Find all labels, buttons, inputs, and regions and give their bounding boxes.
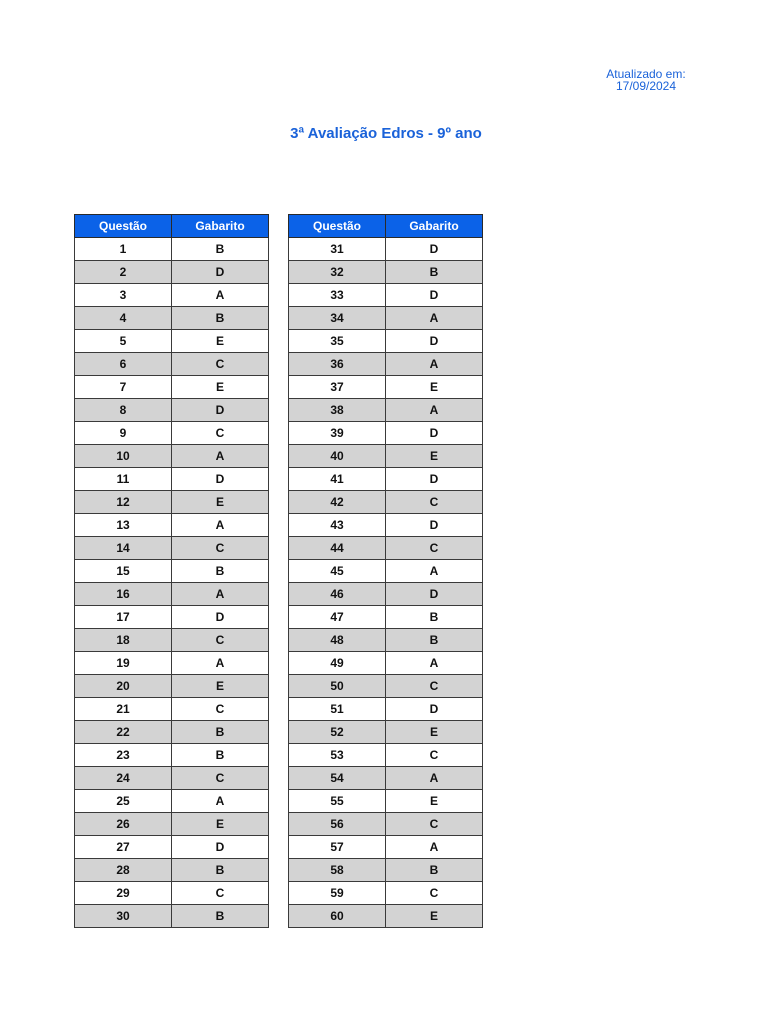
table-row	[75, 882, 269, 905]
question-number-cell: 31	[289, 238, 386, 261]
question-number-cell: 53	[289, 744, 386, 767]
answer-key-body-1	[75, 238, 269, 928]
answer-cell: D	[172, 399, 269, 422]
question-number-cell: 33	[289, 284, 386, 307]
table-row	[75, 422, 269, 445]
table-row	[289, 491, 483, 514]
table-header-row	[289, 215, 483, 238]
question-number-cell: 52	[289, 721, 386, 744]
table-row	[75, 353, 269, 376]
answer-cell: E	[386, 905, 483, 928]
table-row	[75, 905, 269, 928]
question-number-cell: 10	[75, 445, 172, 468]
table-row	[289, 238, 483, 261]
question-number-cell: 54	[289, 767, 386, 790]
question-number-cell: 41	[289, 468, 386, 491]
question-number-cell: 47	[289, 606, 386, 629]
question-number-cell: 24	[75, 767, 172, 790]
question-number-cell: 42	[289, 491, 386, 514]
table-row	[75, 836, 269, 859]
answer-cell: D	[172, 836, 269, 859]
question-number-cell: 60	[289, 905, 386, 928]
table-row	[289, 514, 483, 537]
question-number-cell: 29	[75, 882, 172, 905]
answer-cell: D	[172, 468, 269, 491]
question-number-cell: 8	[75, 399, 172, 422]
question-number-cell: 2	[75, 261, 172, 284]
answer-cell: B	[172, 721, 269, 744]
answer-cell: A	[172, 652, 269, 675]
answer-cell: E	[386, 376, 483, 399]
answer-cell: C	[386, 537, 483, 560]
table-row	[75, 652, 269, 675]
answer-cell: C	[386, 882, 483, 905]
answer-cell: C	[172, 698, 269, 721]
table-row	[289, 675, 483, 698]
question-number-cell: 35	[289, 330, 386, 353]
page-title: 3ª Avaliação Edros - 9º ano	[290, 125, 482, 142]
question-number-cell: 30	[75, 905, 172, 928]
question-number-cell: 21	[75, 698, 172, 721]
answer-cell: A	[386, 767, 483, 790]
answer-cell: A	[172, 514, 269, 537]
table-row	[75, 307, 269, 330]
answer-key-table-2	[288, 214, 483, 928]
column-header-question: Questão	[75, 215, 172, 238]
question-number-cell: 5	[75, 330, 172, 353]
answer-cell: C	[386, 813, 483, 836]
question-number-cell: 19	[75, 652, 172, 675]
question-number-cell: 13	[75, 514, 172, 537]
table-row	[75, 790, 269, 813]
table-row	[75, 606, 269, 629]
table-row	[289, 330, 483, 353]
table-row	[75, 468, 269, 491]
question-number-cell: 26	[75, 813, 172, 836]
question-number-cell: 27	[75, 836, 172, 859]
table-row	[75, 629, 269, 652]
question-number-cell: 12	[75, 491, 172, 514]
updated-date: 17/09/2024	[615, 79, 677, 93]
answer-cell: D	[386, 514, 483, 537]
table-row	[75, 537, 269, 560]
answer-cell: B	[172, 744, 269, 767]
answer-cell: A	[172, 284, 269, 307]
table-row	[75, 698, 269, 721]
question-number-cell: 20	[75, 675, 172, 698]
answer-cell: C	[172, 537, 269, 560]
table-row	[289, 744, 483, 767]
question-number-cell: 58	[289, 859, 386, 882]
question-number-cell: 57	[289, 836, 386, 859]
question-number-cell: 44	[289, 537, 386, 560]
answer-cell: B	[386, 859, 483, 882]
table-row	[289, 698, 483, 721]
table-row	[289, 261, 483, 284]
answer-cell: B	[386, 629, 483, 652]
answer-cell: C	[172, 629, 269, 652]
question-number-cell: 9	[75, 422, 172, 445]
table-row	[289, 836, 483, 859]
answer-cell: B	[172, 560, 269, 583]
answer-cell: D	[386, 238, 483, 261]
answer-cell: A	[386, 560, 483, 583]
answer-cell: A	[172, 790, 269, 813]
answer-cell: C	[172, 882, 269, 905]
question-number-cell: 50	[289, 675, 386, 698]
answer-cell: E	[172, 330, 269, 353]
table-row	[289, 307, 483, 330]
answer-cell: C	[386, 675, 483, 698]
table-row	[289, 445, 483, 468]
answer-cell: A	[172, 583, 269, 606]
question-number-cell: 36	[289, 353, 386, 376]
answer-cell: B	[386, 606, 483, 629]
column-header-answer: Gabarito	[386, 215, 483, 238]
question-number-cell: 46	[289, 583, 386, 606]
table-row	[289, 859, 483, 882]
answer-cell: D	[386, 583, 483, 606]
question-number-cell: 16	[75, 583, 172, 606]
table-row	[75, 560, 269, 583]
answer-cell: E	[386, 790, 483, 813]
answer-cell: B	[172, 905, 269, 928]
table-row	[75, 583, 269, 606]
table-row	[75, 675, 269, 698]
table-row	[75, 491, 269, 514]
table-row	[75, 514, 269, 537]
answer-cell: A	[172, 445, 269, 468]
question-number-cell: 55	[289, 790, 386, 813]
question-number-cell: 40	[289, 445, 386, 468]
table-row	[289, 537, 483, 560]
table-row	[75, 767, 269, 790]
question-number-cell: 28	[75, 859, 172, 882]
answer-cell: B	[172, 238, 269, 261]
answer-cell: D	[386, 284, 483, 307]
answer-cell: D	[386, 422, 483, 445]
question-number-cell: 6	[75, 353, 172, 376]
answer-cell: E	[386, 445, 483, 468]
answer-cell: C	[172, 767, 269, 790]
answer-cell: D	[386, 698, 483, 721]
table-row	[289, 560, 483, 583]
table-row	[289, 629, 483, 652]
answer-cell: E	[172, 813, 269, 836]
table-row	[75, 744, 269, 767]
table-header-row	[75, 215, 269, 238]
table-row	[75, 721, 269, 744]
answer-cell: B	[386, 261, 483, 284]
question-number-cell: 51	[289, 698, 386, 721]
table-row	[75, 330, 269, 353]
table-row	[75, 261, 269, 284]
answer-cell: C	[172, 353, 269, 376]
question-number-cell: 38	[289, 399, 386, 422]
updated-info	[594, 68, 698, 92]
table-row	[75, 813, 269, 836]
column-header-answer: Gabarito	[172, 215, 269, 238]
table-row	[289, 721, 483, 744]
answer-cell: A	[386, 399, 483, 422]
table-row	[75, 445, 269, 468]
question-number-cell: 37	[289, 376, 386, 399]
question-number-cell: 45	[289, 560, 386, 583]
question-number-cell: 22	[75, 721, 172, 744]
question-number-cell: 3	[75, 284, 172, 307]
table-row	[75, 238, 269, 261]
table-row	[289, 606, 483, 629]
updated-label: Atualizado em:	[606, 67, 686, 81]
table-row	[75, 859, 269, 882]
table-row	[289, 767, 483, 790]
answer-cell: C	[386, 744, 483, 767]
table-row	[289, 353, 483, 376]
answer-cell: A	[386, 836, 483, 859]
question-number-cell: 4	[75, 307, 172, 330]
answer-cell: E	[172, 491, 269, 514]
table-row	[289, 468, 483, 491]
table-row	[289, 583, 483, 606]
table-row	[289, 905, 483, 928]
question-number-cell: 23	[75, 744, 172, 767]
question-number-cell: 1	[75, 238, 172, 261]
table-row	[75, 376, 269, 399]
answer-cell: A	[386, 353, 483, 376]
answer-cell: D	[172, 261, 269, 284]
question-number-cell: 15	[75, 560, 172, 583]
table-row	[289, 813, 483, 836]
answer-cell: A	[386, 652, 483, 675]
column-header-question: Questão	[289, 215, 386, 238]
table-row	[75, 284, 269, 307]
answer-cell: E	[172, 376, 269, 399]
question-number-cell: 7	[75, 376, 172, 399]
question-number-cell: 56	[289, 813, 386, 836]
question-number-cell: 11	[75, 468, 172, 491]
table-row	[289, 399, 483, 422]
answer-cell: D	[386, 468, 483, 491]
question-number-cell: 32	[289, 261, 386, 284]
answer-cell: C	[386, 491, 483, 514]
answer-cell: B	[172, 307, 269, 330]
question-number-cell: 14	[75, 537, 172, 560]
table-row	[289, 652, 483, 675]
question-number-cell: 17	[75, 606, 172, 629]
table-row	[289, 284, 483, 307]
question-number-cell: 25	[75, 790, 172, 813]
question-number-cell: 34	[289, 307, 386, 330]
table-row	[289, 790, 483, 813]
question-number-cell: 48	[289, 629, 386, 652]
question-number-cell: 43	[289, 514, 386, 537]
answer-cell: D	[386, 330, 483, 353]
question-number-cell: 18	[75, 629, 172, 652]
answer-cell: D	[172, 606, 269, 629]
answer-cell: C	[172, 422, 269, 445]
answer-cell: E	[172, 675, 269, 698]
table-row	[289, 882, 483, 905]
answer-key-table-1	[74, 214, 269, 928]
table-row	[289, 422, 483, 445]
answer-key-body-2	[289, 238, 483, 928]
answer-cell: B	[172, 859, 269, 882]
answer-cell: E	[386, 721, 483, 744]
question-number-cell: 49	[289, 652, 386, 675]
question-number-cell: 39	[289, 422, 386, 445]
answer-cell: A	[386, 307, 483, 330]
table-row	[75, 399, 269, 422]
table-row	[289, 376, 483, 399]
question-number-cell: 59	[289, 882, 386, 905]
